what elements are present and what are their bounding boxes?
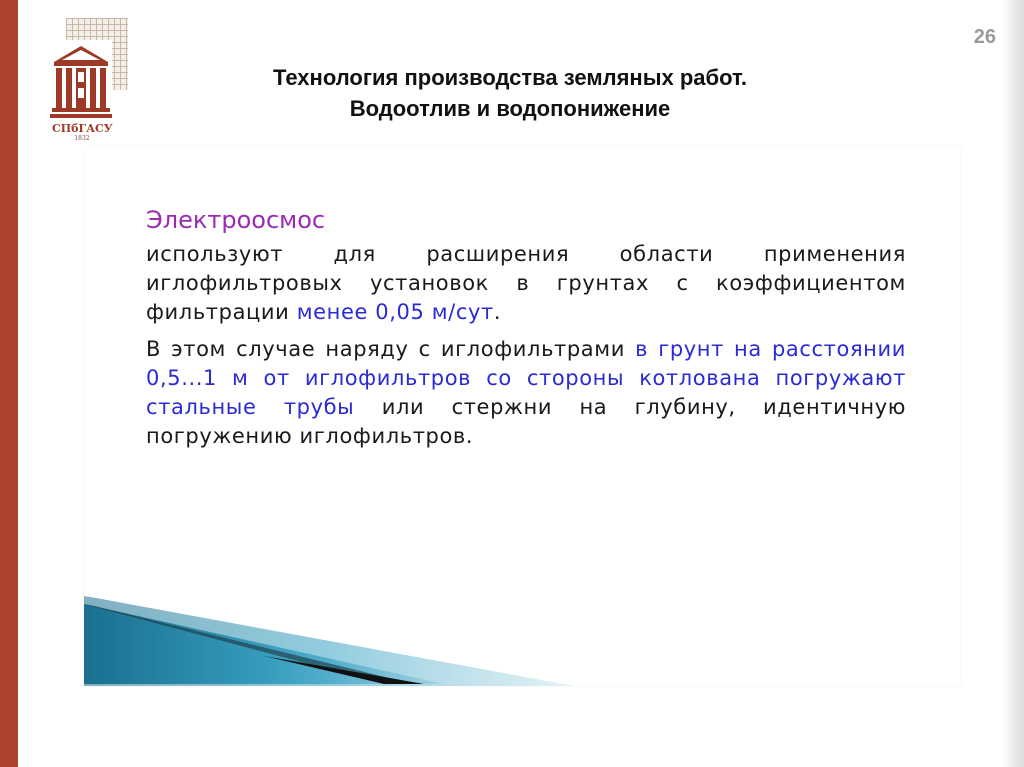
p1-text-1: используют для расширения области применения иглофильтровых установок в грунтах с коэффициентом фильтрации	[146, 242, 906, 324]
content-panel	[84, 146, 960, 686]
p2-highlight-2: со стороны котлована	[486, 366, 761, 390]
left-accent-bar	[0, 0, 18, 767]
decorative-wedge	[84, 596, 644, 686]
logo-caption: СПбГАСУ	[52, 122, 113, 135]
logo-year: 1832	[74, 135, 90, 142]
university-logo	[50, 18, 128, 148]
p2-text-1: В этом случае наряду с иглофильтрами	[146, 337, 636, 361]
p2-text-2: или стержни на глубину, идентичную погружению иглофильтров.	[146, 395, 906, 448]
p1-text-2: .	[493, 300, 502, 324]
section-heading: Электроосмос	[146, 206, 326, 234]
title-line-1: Технология производства земляных работ.	[273, 65, 747, 90]
p2-highlight-3: погружают стальные трубы	[146, 366, 906, 419]
paragraph-2	[146, 335, 906, 451]
p2-highlight-1: в грунт на расстоянии 0,5...1 м от иглофильтров	[146, 337, 907, 390]
body-text	[146, 240, 906, 451]
slide-title	[150, 62, 870, 124]
right-edge-shadow	[1002, 0, 1024, 767]
title-line-2: Водоотлив и водопонижение	[349, 96, 671, 121]
slide-number: 26	[973, 26, 996, 48]
paragraph-1	[146, 240, 906, 327]
p1-highlight-1: менее 0,05 м/сут	[296, 300, 494, 324]
